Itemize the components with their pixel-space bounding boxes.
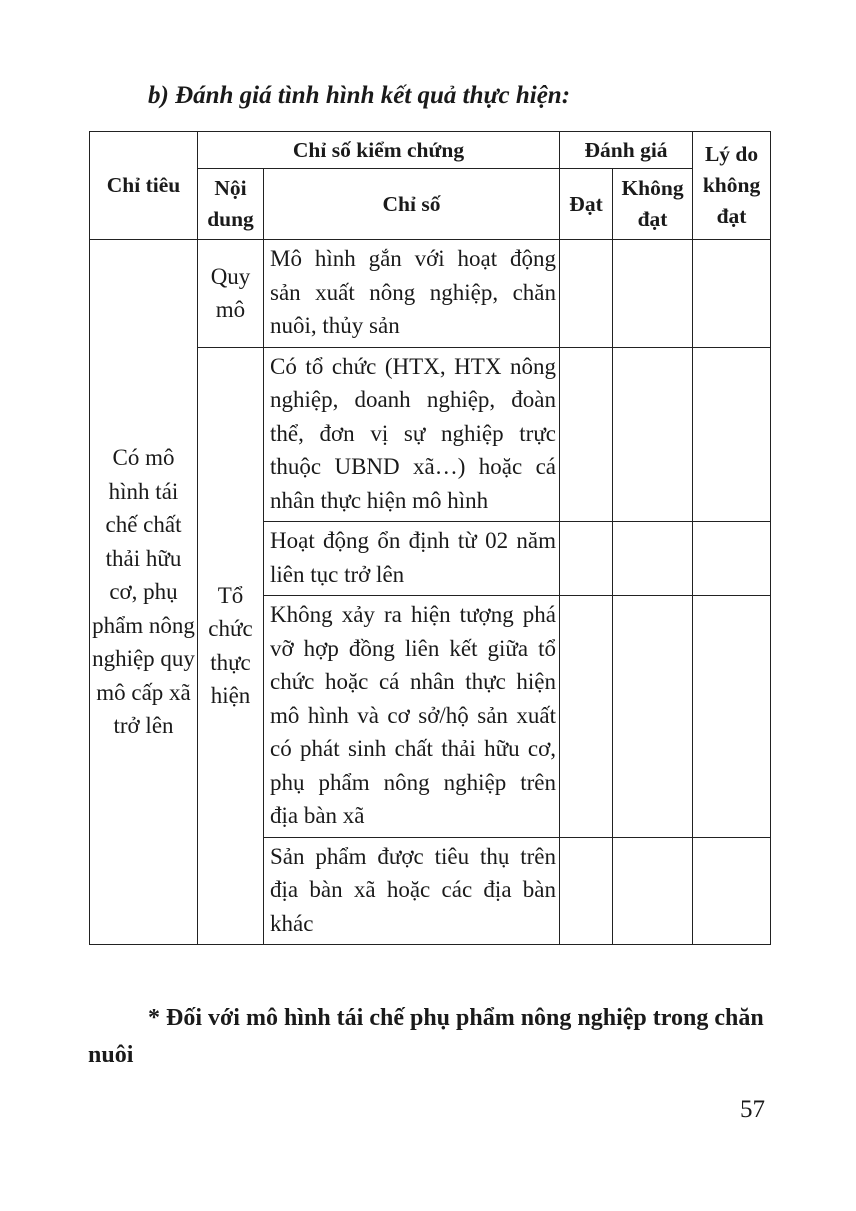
chi-so-cell: Không xảy ra hiện tượng phá vỡ hợp đồng liên kết giữa tổ chức hoặc cá nhân thực hiện mô hình và cơ sở/hộ sản xuất có phát sinh chất thải hữu cơ, phụ phẩm nông nghiệp trên địa bàn xã — [264, 596, 560, 838]
page-number: 57 — [740, 1096, 765, 1123]
evaluation-table — [89, 131, 771, 945]
header-khong-dat: Không đạt — [613, 169, 693, 240]
ly-do-cell — [693, 837, 771, 945]
dat-cell — [560, 522, 613, 596]
noi-dung-quy-mo: Quy mô — [198, 240, 264, 348]
dat-cell — [560, 240, 613, 348]
khong-dat-cell — [613, 837, 693, 945]
header-danh-gia: Đánh giá — [560, 132, 693, 169]
khong-dat-cell — [613, 240, 693, 348]
khong-dat-cell — [613, 596, 693, 838]
dat-cell — [560, 347, 613, 522]
ly-do-cell — [693, 596, 771, 838]
note-paragraph: * Đối với mô hình tái chế phụ phẩm nông nghiệp trong chăn nuôi — [88, 1005, 764, 1068]
dat-cell — [560, 837, 613, 945]
chi-so-cell: Sản phẩm được tiêu thụ trên địa bàn xã hoặc các địa bàn khác — [264, 837, 560, 945]
header-chi-tieu: Chỉ tiêu — [90, 132, 198, 240]
chi-so-cell: Mô hình gắn với hoạt động sản xuất nông nghiệp, chăn nuôi, thủy sản — [264, 240, 560, 348]
chi-so-cell: Có tổ chức (HTX, HTX nông nghiệp, doanh nghiệp, đoàn thể, đơn vị sự nghiệp trực thuộc UBND xã…) hoặc cá nhân thực hiện mô hình — [264, 347, 560, 522]
header-chi-so-kiem-chung: Chỉ số kiểm chứng — [198, 132, 560, 169]
table-row — [90, 240, 771, 348]
ly-do-cell — [693, 347, 771, 522]
section-heading: b) Đánh giá tình hình kết quả thực hiện: — [148, 82, 571, 109]
ly-do-cell — [693, 240, 771, 348]
header-ly-do-khong-dat: Lý do không đạt — [693, 132, 771, 240]
khong-dat-cell — [613, 522, 693, 596]
header-noi-dung: Nội dung — [198, 169, 264, 240]
khong-dat-cell — [613, 347, 693, 522]
chi-so-cell: Hoạt động ổn định từ 02 năm liên tục trở lên — [264, 522, 560, 596]
header-dat: Đạt — [560, 169, 613, 240]
chi-tieu-cell: Có mô hình tái chế chất thải hữu cơ, phụ phẩm nông nghiệp quy mô cấp xã trở lên — [90, 240, 198, 945]
ly-do-cell — [693, 522, 771, 596]
noi-dung-to-chuc-thuc-hien: Tổ chức thực hiện — [198, 347, 264, 945]
header-chi-so: Chỉ số — [264, 169, 560, 240]
dat-cell — [560, 596, 613, 838]
